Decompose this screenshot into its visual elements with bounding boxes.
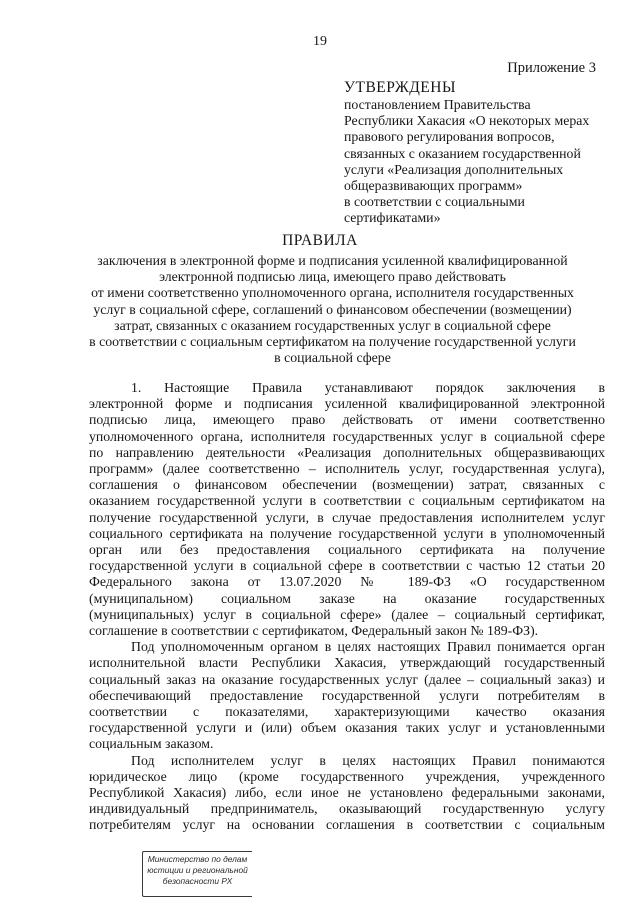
body-line: социального сертификата на получение государственной услуги в уполномоченный: [89, 525, 605, 541]
body-line: электронной форме и подписания усиленной квалифицированной электронной: [89, 396, 605, 412]
approval-line: Республики Хакасия «О некоторых мерах: [344, 113, 590, 129]
document-title: ПРАВИЛА: [282, 232, 358, 249]
body-line: орган или без предоставления социального сертификата на получение: [89, 542, 605, 558]
body-line: 1. Настоящие Правила устанавливают порядок заключения в: [131, 380, 605, 395]
registration-stamp: [142, 851, 252, 897]
body-line: соглашения о финансовом обеспечении (возмещении) затрат, связанных с: [89, 477, 605, 493]
body-line: получение государственной услуги, в случае предоставления исполнителем услуг: [89, 509, 605, 525]
body-line: социальный заказ на оказание государственных услуг (далее – социальный заказ) и: [89, 671, 605, 687]
subtitle-line: затрат, связанных с оказанием государственных услуг в социальной сфере: [114, 317, 551, 333]
body-line: социальным заказом.: [89, 736, 214, 752]
stamp-line: юстиции и региональной: [147, 865, 248, 875]
body-line: Под исполнителем услуг в целях настоящих Правил понимаются: [131, 752, 605, 768]
body-line: Федерального закона от 13.07.2020 № 189-ФЗ «О государственном: [89, 574, 605, 590]
body-line: обеспечивающий предоставление государственной услуги потребителям в: [89, 687, 605, 703]
body-line: (муниципальных) услуг в социальной сфере» (далее – социальный сертификат,: [89, 606, 605, 622]
body-line: государственной услуги и (или) объем оказания таких услуг и установленными: [89, 720, 605, 736]
page-number: 19: [313, 34, 327, 49]
approval-line: правового регулирования вопросов,: [344, 129, 555, 145]
paragraph-2: [89, 639, 605, 752]
document-subtitle: [60, 253, 605, 366]
body-line: индивидуальный предприниматель, оказывающий государственную услугу: [89, 801, 605, 817]
approval-line: сертификатами»: [344, 210, 441, 226]
subtitle-line: электронной подписью лица, имеющего право действовать: [159, 269, 506, 285]
body-line: соответствии с показателями, характеризующими качество оказания: [89, 704, 605, 720]
approval-title: УТВЕРЖДЕНЫ: [344, 79, 456, 96]
subtitle-line: в социальной сфере: [274, 350, 391, 366]
subtitle-line: заключения в электронной форме и подписания усиленной квалифицированной: [97, 253, 568, 268]
body-line: оказанием государственной услуги в соответствии с социальным сертификатом на: [89, 493, 605, 509]
stamp-line: Министерство по делам: [147, 854, 248, 864]
stamp-line: безопасности РХ: [162, 876, 233, 886]
approval-line: в соответствии с социальными: [344, 194, 525, 210]
approval-line: постановлением Правительства: [344, 97, 531, 112]
appendix-label: Приложение 3: [507, 60, 596, 76]
approval-line: услуги «Реализация дополнительных: [344, 161, 564, 177]
approval-line: связанных с оказанием государственной: [344, 145, 581, 161]
approval-line: общеразвивающих программ»: [344, 178, 523, 194]
approval-block: [344, 78, 604, 227]
body-line: юридическое лицо (кроме государственного учреждения, учрежденного: [89, 768, 605, 784]
paragraph-1: [89, 380, 605, 639]
subtitle-line: услуг в социальной сфере, соглашений о финансовом обеспечении (возмещении): [93, 301, 572, 317]
body-line: (муниципальном) социальном заказе на оказание государственных: [89, 590, 605, 606]
body-line: уполномоченного органа, исполнителя государственных услуг в социальной сфере: [89, 428, 605, 444]
body-line: программ» (далее соответственно – исполнитель услуг, государственная услуга),: [89, 461, 605, 477]
body-line: подписью лица, имеющего право действовать от имени соответственно: [89, 412, 605, 428]
body-line: исполнительной власти Республики Хакасия, утверждающий государственный: [89, 655, 605, 671]
subtitle-line: в соответствии с социальным сертификатом на получение государственной услуги: [89, 334, 576, 350]
paragraph-3: [89, 753, 605, 834]
body-line: потребителям услуг на основании соглашения в соответствии с социальным: [89, 817, 605, 833]
body-line: государственной услуги в социальной сфере в соответствии с частью 12 статьи 20: [89, 558, 605, 574]
subtitle-line: от имени соответственно уполномоченного органа, исполнителя государственных: [91, 285, 574, 301]
body-line: по направлению деятельности «Реализация дополнительных общеразвивающих: [89, 444, 605, 460]
body-line: соглашение в соответствии с сертификатом, Федеральный закон № 189-ФЗ).: [89, 623, 539, 639]
body-line: Под уполномоченным органом в целях настоящих Правил понимается орган: [131, 639, 605, 655]
body-line: Республикой Хакасия) либо, если иное не установлено федеральными законами,: [89, 785, 605, 801]
document-body: [89, 380, 605, 834]
